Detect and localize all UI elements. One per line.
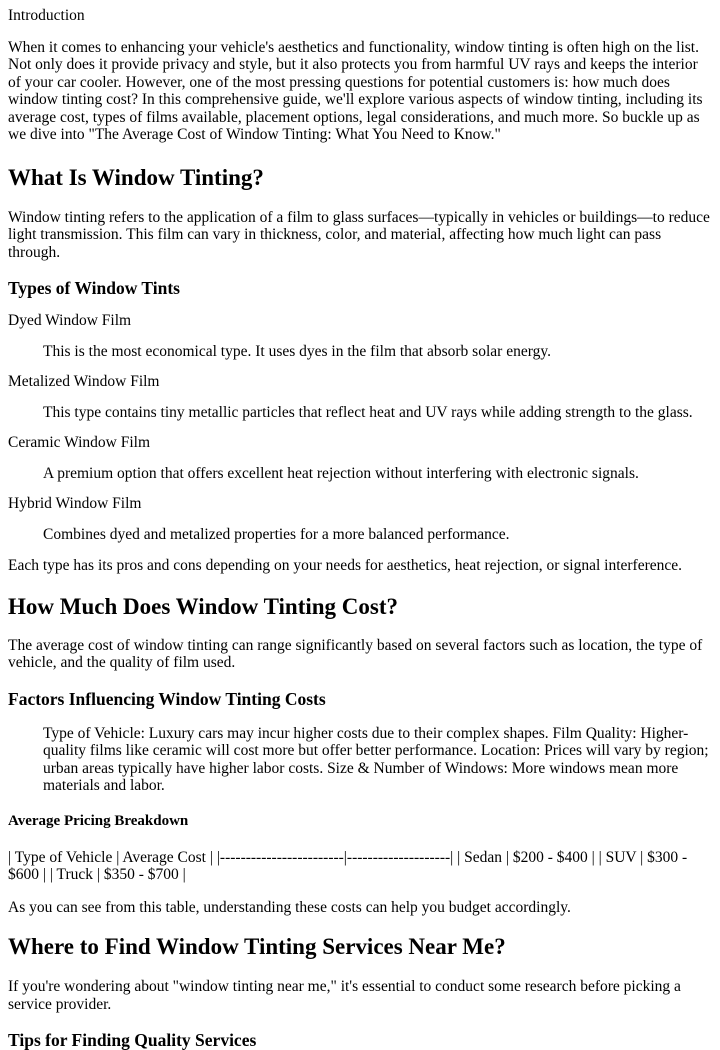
tint-term: Metalized Window Film [8,373,160,390]
subheading-tips-quality: Tips for Finding Quality Services [8,1030,257,1050]
tint-term: Hybrid Window Film [8,495,142,512]
subheading-cost-factors: Factors Influencing Window Tinting Costs [8,688,326,709]
pricing-table-markdown: | Type of Vehicle | Average Cost | |------------------------|--------------------| | Sedan | $200 - $400 | | SUV | $300 - $600 | | Truck | $350 - $700 | [8,848,688,883]
subheading-types-of-tints: Types of Window Tints [8,278,180,298]
tint-description: Combines dyed and metalized properties for a more balanced performance. [43,525,510,543]
intro-paragraph: When it comes to enhancing your vehicle's aesthetics and functionality, window tinting is often high on the list. Not only does it provide privacy and style, but it also protects you from harmful UV rays and keeps the interior of your car cooler. However, one of the most pressing questions for potential customers is: how much does window tinting cost? In this comprehensive guide, we'll explore various aspects of window tinting, including its average cost, types of films available, placement options, legal considerations, and much more. So buckle up as we dive into "The Average Cost of Window Tinting: What You Need to Know." [8,38,703,143]
tint-types-list [8,312,712,543]
tint-term: Dyed Window Film [8,312,132,329]
section-heading-what-is: What Is Window Tinting? [8,164,264,190]
cost-factors-block: Type of Vehicle: Luxury cars may incur higher costs due to their complex shapes. Film Quality: Higher-quality films like ceramic will cost more but offer better performance. Location: Prices will vary by region; urban areas typically have higher labor costs. Size & Number of Windows: More windows mean more materials and labor. [43,724,709,794]
tint-description: This type contains tiny metallic particles that reflect heat and UV rays while adding strength to the glass. [43,403,693,421]
section-paragraph-find-services: If you're wondering about "window tinting near me," it's essential to conduct some research before picking a service provider. [8,978,681,1013]
tint-description: A premium option that offers excellent heat rejection without interfering with electronic signals. [43,464,639,482]
tint-term: Ceramic Window Film [8,434,151,451]
article [0,7,720,1050]
tint-types-closing: Each type has its pros and cons depending on your needs for aesthetics, heat rejection, or signal interference. [8,557,683,574]
section-paragraph-what-is: Window tinting refers to the application of a film to glass surfaces—typically in vehicles or buildings—to reduce light transmission. This film can vary in thickness, color, and material, affecting how much light can pass through. [8,208,710,261]
section-heading-cost: How Much Does Window Tinting Cost? [8,593,399,619]
section-heading-find-services: Where to Find Window Tinting Services Near Me? [8,934,506,959]
intro-heading: Introduction [8,7,85,24]
subheading-pricing-breakdown: Average Pricing Breakdown [8,812,189,829]
tint-description: This is the most economical type. It uses dyes in the film that absorb solar energy. [43,342,551,360]
pricing-closing: As you can see from this table, understanding these costs can help you budget accordingly. [8,898,571,916]
section-paragraph-cost: The average cost of window tinting can range significantly based on several factors such as location, the type of vehicle, and the quality of film used. [8,636,703,671]
